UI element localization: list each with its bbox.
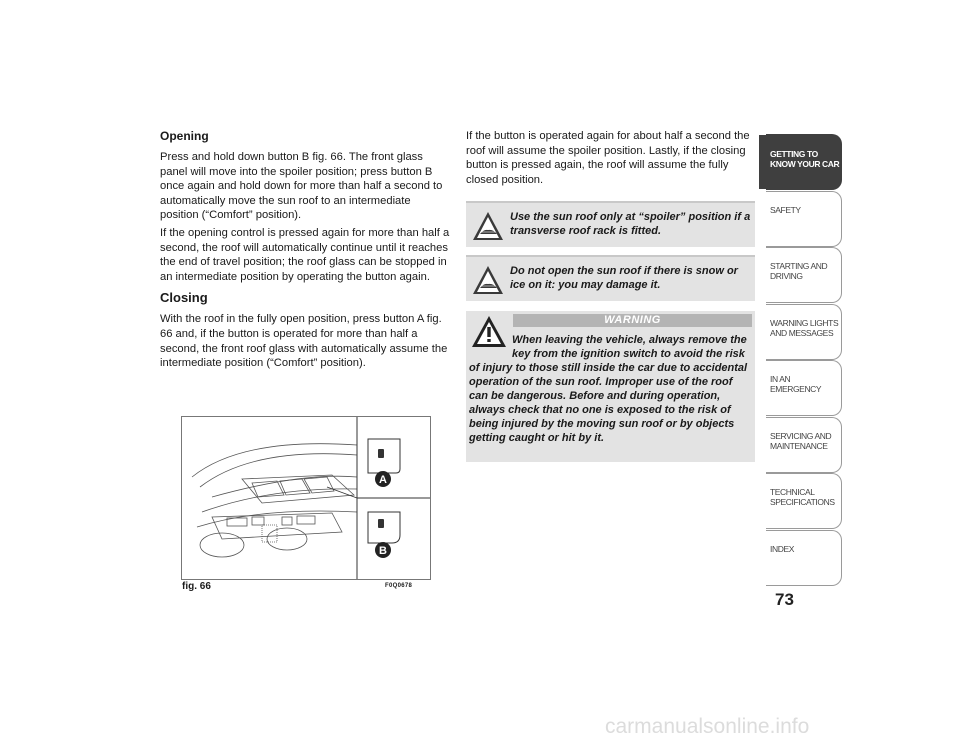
roof-control-illustration bbox=[182, 417, 430, 579]
figure-66 bbox=[181, 416, 431, 580]
tab-technical-specifications[interactable]: TECHNICAL SPECIFICATIONS bbox=[766, 473, 842, 529]
right-paragraph: If the button is operated again for about half a second the roof will assume the spoiler position. Lastly, if the closing button is pressed again, the roof will assume the fully closed position. bbox=[466, 130, 750, 186]
note-box-snow-ice bbox=[466, 255, 755, 301]
tab-in-an-emergency[interactable]: IN AN EMERGENCY bbox=[766, 360, 842, 416]
closing-heading: Closing bbox=[160, 290, 208, 306]
page-number: 73 bbox=[775, 590, 794, 609]
button-b-label: B bbox=[379, 545, 387, 557]
roof-caution-icon bbox=[471, 263, 505, 297]
tab-warning-lights[interactable]: WARNING LIGHTS AND MESSAGES bbox=[766, 304, 842, 360]
section-tabs bbox=[766, 134, 842, 586]
figure-code: F0Q0678 bbox=[385, 583, 413, 589]
closing-paragraph: With the roof in the fully open position, press button A fig. 66 and, if the button is operated for more than half a second, the front roof glass with automatically assume the intermediate position (“Comfort” position). bbox=[160, 313, 448, 370]
watermark: carmanualsonline.info bbox=[605, 715, 810, 738]
note-text-snow-ice: Do not open the sun roof if there is snow or ice on it: you may damage it. bbox=[510, 265, 738, 291]
warning-text-block bbox=[469, 333, 751, 445]
roof-caution-icon bbox=[471, 209, 505, 243]
right-column bbox=[466, 129, 756, 190]
tab-safety[interactable]: SAFETY bbox=[766, 191, 842, 247]
opening-paragraph-2: If the opening control is pressed again for more than half a second, the roof will automatically continue until it reaches the end of travel position; the roof glass can be stopped in an intermediate position by operating the button again. bbox=[160, 226, 450, 283]
figure-caption: fig. 66 bbox=[182, 581, 211, 592]
left-column bbox=[160, 129, 452, 374]
note-box-roof-rack bbox=[466, 201, 755, 247]
opening-paragraph-1: Press and hold down button B fig. 66. The front glass panel will move into the spoiler position; press button B once again and hold down for more than half a second to automatically move the sun roof to an intermediate position (“Comfort” position). bbox=[160, 151, 443, 222]
warning-box bbox=[466, 311, 755, 462]
tab-getting-to-know-your-car[interactable]: GETTING TO KNOW YOUR CAR bbox=[766, 134, 842, 190]
warning-text: When leaving the vehicle, always remove the key from the ignition switch to avoid the risk of injury to those still inside the car due to accidental operation of the sun roof. Improper use of the roof can be dangerous. Before and during operation, always check that no one is exposed to the risk of being injured by the moving sun roof or by objects getting caught or hit by it. bbox=[469, 334, 748, 444]
note-text-roof-rack: Use the sun roof only at “spoiler” position if a transverse roof rack is fitted. bbox=[510, 211, 751, 237]
opening-heading: Opening bbox=[160, 129, 209, 143]
tab-starting-and-driving[interactable]: STARTING AND DRIVING bbox=[766, 247, 842, 303]
button-a-label: A bbox=[379, 474, 387, 486]
warning-title: WARNING bbox=[513, 314, 752, 327]
tab-index[interactable]: INDEX bbox=[766, 530, 842, 586]
tab-servicing-and-maintenance[interactable]: SERVICING AND MAINTENANCE bbox=[766, 417, 842, 473]
